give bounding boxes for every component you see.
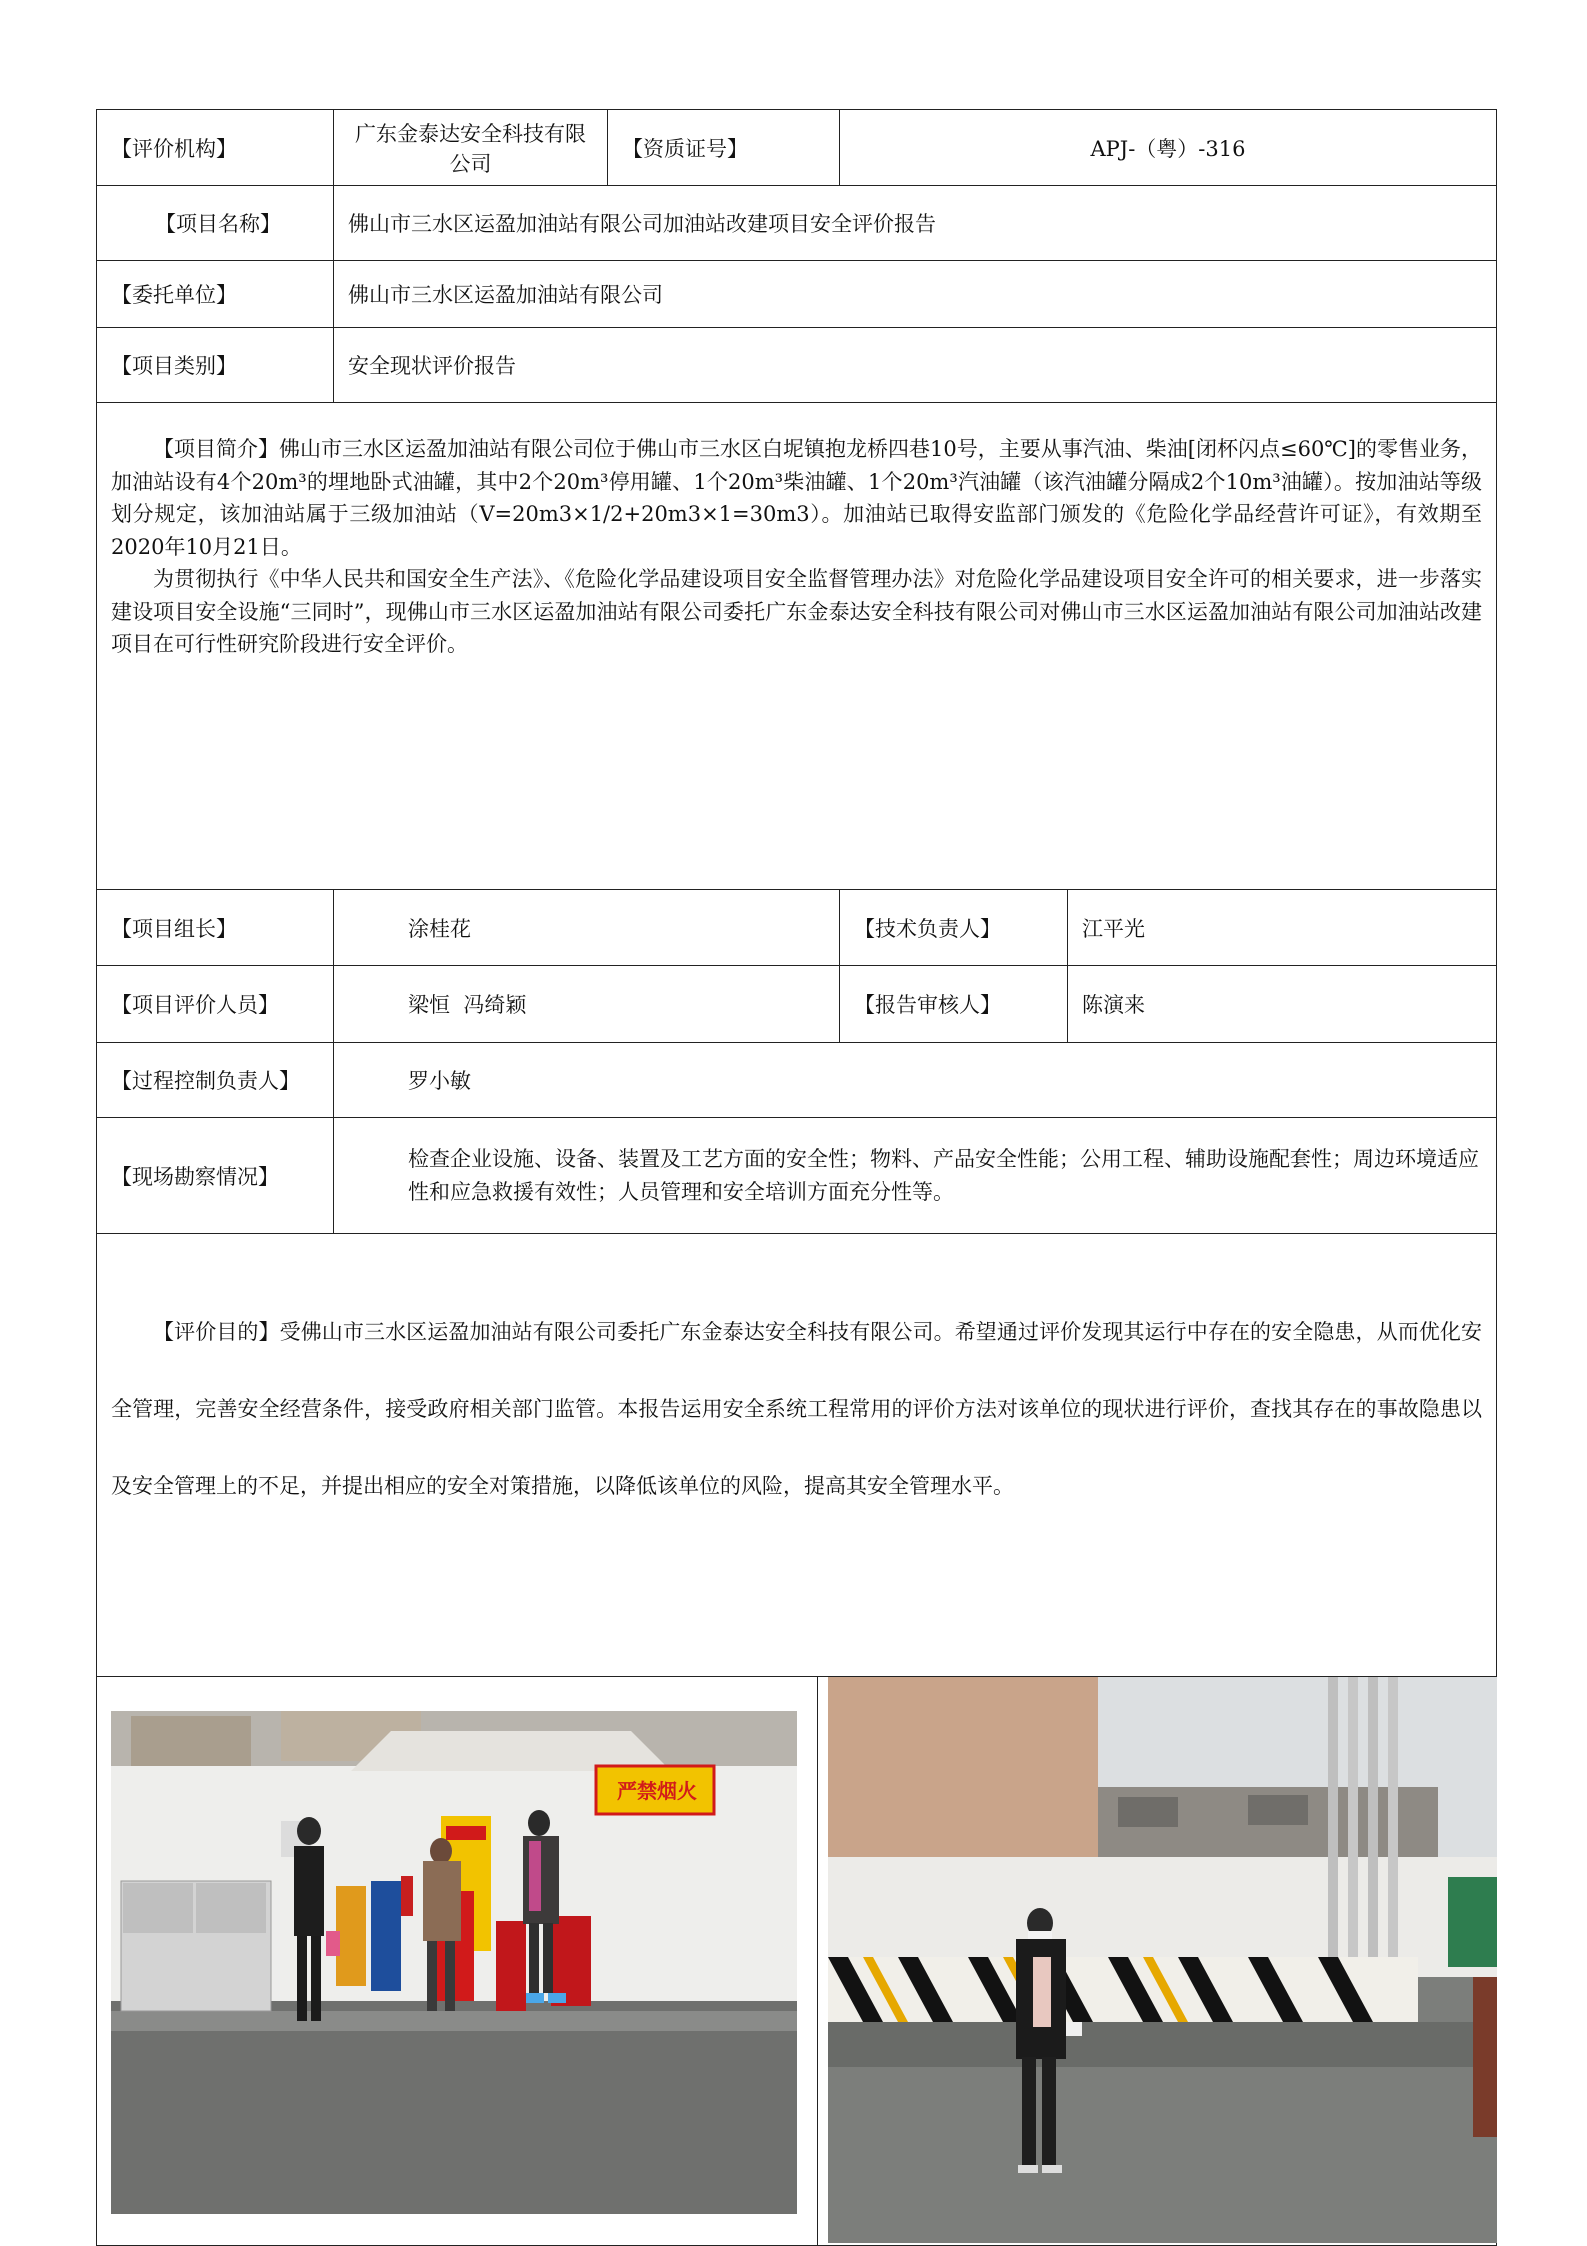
purpose-paragraph xyxy=(111,1294,1482,1525)
category-label: 【项目类别】 xyxy=(97,328,334,403)
org-value: 广东金泰达安全科技有限公司 xyxy=(334,110,608,186)
site-photo-right-image xyxy=(828,1677,1497,2243)
photos-cell xyxy=(97,1677,1497,2246)
project-name-value: 佛山市三水区运盈加油站有限公司加油站改建项目安全评价报告 xyxy=(334,186,1497,261)
tech-label: 【技术负责人】 xyxy=(840,890,1068,966)
survey-label: 【现场勘察情况】 xyxy=(97,1118,334,1234)
project-name-label: 【项目名称】 xyxy=(97,186,334,261)
purpose-text: 受佛山市三水区运盈加油站有限公司委托广东金泰达安全科技有限公司。希望通过评价发现其运行中存在的安全隐患，从而优化安全管理，完善安全经营条件，接受政府相关部门监管。本报告运用安全系统工程常用的评价方法对该单位的现状进行评价，查找其存在的事故隐患以及安全管理上的不足，并提出相应的安全对策措施，以降低该单位的风险，提高其安全管理水平。 xyxy=(111,1320,1483,1498)
org-label: 【评价机构】 xyxy=(97,110,334,186)
photo-wrap xyxy=(97,1677,1496,2245)
reviewer-value: 陈演来 xyxy=(1068,966,1497,1043)
site-photo-right xyxy=(828,1677,1497,2243)
reviewer-label: 【报告审核人】 xyxy=(840,966,1068,1043)
cert-value: APJ-（粤）-316 xyxy=(840,110,1497,186)
process-label: 【过程控制负责人】 xyxy=(97,1043,334,1118)
client-row xyxy=(97,261,1497,328)
evaluators-row xyxy=(97,966,1497,1043)
org-row xyxy=(97,110,1497,186)
leader-label: 【项目组长】 xyxy=(97,890,334,966)
process-value: 罗小敏 xyxy=(334,1043,1497,1118)
intro-row xyxy=(97,403,1497,890)
no-smoking-sign-text: 严禁烟火 xyxy=(617,1779,697,1803)
survey-value: 检查企业设施、设备、装置及工艺方面的安全性；物料、产品安全性能；公用工程、辅助设施配套性；周边环境适应性和应急救援有效性；人员管理和安全培训方面充分性等。 xyxy=(334,1118,1497,1234)
intro-paragraph-1 xyxy=(111,433,1482,563)
intro-paragraph-2: 为贯彻执行《中华人民共和国安全生产法》、《危险化学品建设项目安全监督管理办法》对危险化学品建设项目安全许可的相关要求，进一步落实建设项目安全设施“三同时”，现佛山市三水区运盈加油站有限公司委托广东金泰达安全科技有限公司对佛山市三水区运盈加油站有限公司加油站改建项目在可行性研究阶段进行安全评价。 xyxy=(111,567,1482,657)
leader-row xyxy=(97,890,1497,966)
evaluators-value: 梁恒 冯绮颖 xyxy=(334,966,840,1043)
process-row xyxy=(97,1043,1497,1118)
site-photo-left-image xyxy=(111,1711,797,2214)
intro-cell xyxy=(97,403,1497,890)
photos-row xyxy=(97,1677,1497,2246)
evaluators-label: 【项目评价人员】 xyxy=(97,966,334,1043)
category-row xyxy=(97,328,1497,403)
client-label: 【委托单位】 xyxy=(97,261,334,328)
site-photo-left xyxy=(111,1711,797,2214)
tech-value: 江平光 xyxy=(1068,890,1497,966)
project-name-row xyxy=(97,186,1497,261)
purpose-label: 【评价目的】 xyxy=(153,1320,280,1344)
client-value: 佛山市三水区运盈加油站有限公司 xyxy=(334,261,1497,328)
report-sheet xyxy=(96,109,1496,2246)
intro-label: 【项目简介】 xyxy=(153,437,280,461)
report-table xyxy=(96,109,1497,2246)
purpose-row xyxy=(97,1234,1497,1677)
purpose-cell xyxy=(97,1234,1497,1677)
cert-label: 【资质证号】 xyxy=(608,110,840,186)
intro-text-1: 佛山市三水区运盈加油站有限公司位于佛山市三水区白坭镇抱龙桥四巷10号，主要从事汽油、柴油[闭杯闪点≤60℃]的零售业务，加油站设有4个20m³的埋地卧式油罐，其中2个20m³停用罐、1个20m³柴油罐、1个20m³汽油罐（该汽油罐分隔成2个10m³油罐）。按加油站等级划分规定，该加油站属于三级加油站（V=20m3×1/2+20m3×1=30m3）。加油站已取得安监部门颁发的《危险化学品经营许可证》，有效期至2020年10月21日。 xyxy=(111,437,1482,559)
survey-row xyxy=(97,1118,1497,1234)
leader-value: 涂桂花 xyxy=(334,890,840,966)
photo-divider xyxy=(817,1677,818,2245)
category-value: 安全现状评价报告 xyxy=(334,328,1497,403)
